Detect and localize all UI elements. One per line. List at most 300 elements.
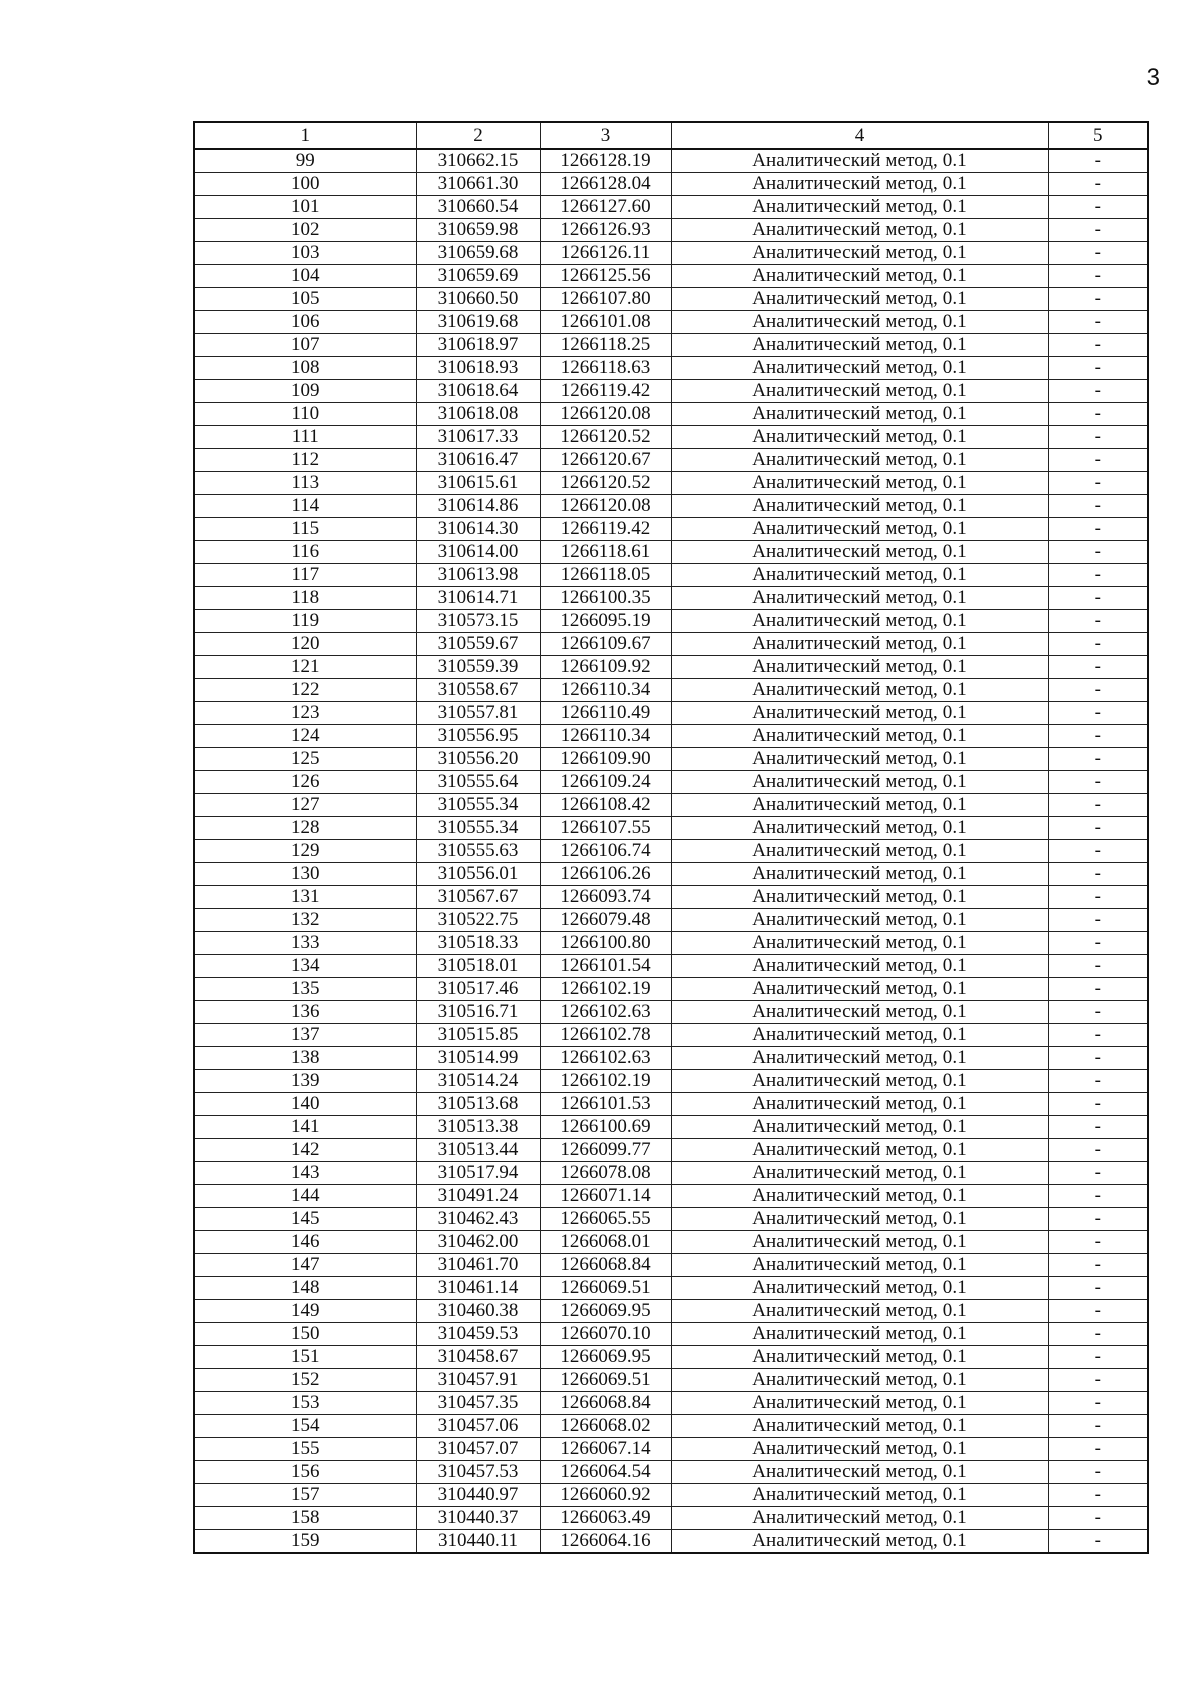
table-row (194, 403, 1148, 426)
x-coordinate-cell: 310514.99 (416, 1047, 540, 1070)
table-row (194, 357, 1148, 380)
y-coordinate-cell: 1266095.19 (540, 610, 671, 633)
method-cell: Аналитический метод, 0.1 (671, 610, 1048, 633)
table-row (194, 1070, 1148, 1093)
method-cell: Аналитический метод, 0.1 (671, 725, 1048, 748)
y-coordinate-cell: 1266109.90 (540, 748, 671, 771)
x-coordinate-cell: 310573.15 (416, 610, 540, 633)
note-cell: - (1048, 1277, 1148, 1300)
y-coordinate-cell: 1266068.01 (540, 1231, 671, 1254)
point-number-cell: 150 (194, 1323, 416, 1346)
y-coordinate-cell: 1266120.52 (540, 472, 671, 495)
y-coordinate-cell: 1266100.69 (540, 1116, 671, 1139)
method-cell: Аналитический метод, 0.1 (671, 1277, 1048, 1300)
note-cell: - (1048, 863, 1148, 886)
method-cell: Аналитический метод, 0.1 (671, 472, 1048, 495)
note-cell: - (1048, 1507, 1148, 1530)
method-cell: Аналитический метод, 0.1 (671, 748, 1048, 771)
table-header (194, 122, 1148, 149)
y-coordinate-cell: 1266069.95 (540, 1346, 671, 1369)
note-cell: - (1048, 1346, 1148, 1369)
point-number-cell: 147 (194, 1254, 416, 1277)
note-cell: - (1048, 1300, 1148, 1323)
point-number-cell: 131 (194, 886, 416, 909)
method-cell: Аналитический метод, 0.1 (671, 495, 1048, 518)
table-row (194, 380, 1148, 403)
note-cell: - (1048, 1139, 1148, 1162)
method-cell: Аналитический метод, 0.1 (671, 840, 1048, 863)
method-cell: Аналитический метод, 0.1 (671, 1300, 1048, 1323)
method-cell: Аналитический метод, 0.1 (671, 149, 1048, 173)
y-coordinate-cell: 1266071.14 (540, 1185, 671, 1208)
note-cell: - (1048, 1116, 1148, 1139)
point-number-cell: 144 (194, 1185, 416, 1208)
y-coordinate-cell: 1266102.78 (540, 1024, 671, 1047)
table-row (194, 265, 1148, 288)
point-number-cell: 117 (194, 564, 416, 587)
table-row (194, 1438, 1148, 1461)
y-coordinate-cell: 1266108.42 (540, 794, 671, 817)
point-number-cell: 121 (194, 656, 416, 679)
method-cell: Аналитический метод, 0.1 (671, 1415, 1048, 1438)
x-coordinate-cell: 310459.53 (416, 1323, 540, 1346)
y-coordinate-cell: 1266070.10 (540, 1323, 671, 1346)
y-coordinate-cell: 1266109.92 (540, 656, 671, 679)
table-row (194, 495, 1148, 518)
point-number-cell: 158 (194, 1507, 416, 1530)
note-cell: - (1048, 1530, 1148, 1554)
x-coordinate-cell: 310440.37 (416, 1507, 540, 1530)
method-cell: Аналитический метод, 0.1 (671, 357, 1048, 380)
method-cell: Аналитический метод, 0.1 (671, 1070, 1048, 1093)
point-number-cell: 142 (194, 1139, 416, 1162)
y-coordinate-cell: 1266110.34 (540, 679, 671, 702)
point-number-cell: 141 (194, 1116, 416, 1139)
method-cell: Аналитический метод, 0.1 (671, 1461, 1048, 1484)
point-number-cell: 128 (194, 817, 416, 840)
y-coordinate-cell: 1266120.67 (540, 449, 671, 472)
method-cell: Аналитический метод, 0.1 (671, 1323, 1048, 1346)
x-coordinate-cell: 310613.98 (416, 564, 540, 587)
table-row (194, 1323, 1148, 1346)
table-row (194, 1047, 1148, 1070)
point-number-cell: 156 (194, 1461, 416, 1484)
table-row (194, 725, 1148, 748)
point-number-cell: 119 (194, 610, 416, 633)
table-row (194, 817, 1148, 840)
table-row (194, 149, 1148, 173)
y-coordinate-cell: 1266118.63 (540, 357, 671, 380)
method-cell: Аналитический метод, 0.1 (671, 978, 1048, 1001)
note-cell: - (1048, 1231, 1148, 1254)
method-cell: Аналитический метод, 0.1 (671, 242, 1048, 265)
note-cell: - (1048, 679, 1148, 702)
method-cell: Аналитический метод, 0.1 (671, 587, 1048, 610)
x-coordinate-cell: 310618.08 (416, 403, 540, 426)
x-coordinate-cell: 310461.70 (416, 1254, 540, 1277)
y-coordinate-cell: 1266068.02 (540, 1415, 671, 1438)
table-row (194, 656, 1148, 679)
note-cell: - (1048, 955, 1148, 978)
y-coordinate-cell: 1266126.93 (540, 219, 671, 242)
point-number-cell: 123 (194, 702, 416, 725)
y-coordinate-cell: 1266101.53 (540, 1093, 671, 1116)
point-number-cell: 120 (194, 633, 416, 656)
x-coordinate-cell: 310558.67 (416, 679, 540, 702)
method-cell: Аналитический метод, 0.1 (671, 1139, 1048, 1162)
note-cell: - (1048, 564, 1148, 587)
x-coordinate-cell: 310460.38 (416, 1300, 540, 1323)
x-coordinate-cell: 310619.68 (416, 311, 540, 334)
table-row (194, 1369, 1148, 1392)
y-coordinate-cell: 1266060.92 (540, 1484, 671, 1507)
note-cell: - (1048, 932, 1148, 955)
method-cell: Аналитический метод, 0.1 (671, 564, 1048, 587)
table-row (194, 1116, 1148, 1139)
point-number-cell: 138 (194, 1047, 416, 1070)
point-number-cell: 103 (194, 242, 416, 265)
table-row (194, 1300, 1148, 1323)
table-row (194, 541, 1148, 564)
x-coordinate-cell: 310491.24 (416, 1185, 540, 1208)
point-number-cell: 155 (194, 1438, 416, 1461)
note-cell: - (1048, 1047, 1148, 1070)
point-number-cell: 149 (194, 1300, 416, 1323)
table-row (194, 426, 1148, 449)
table-row (194, 1001, 1148, 1024)
note-cell: - (1048, 817, 1148, 840)
point-number-cell: 126 (194, 771, 416, 794)
point-number-cell: 108 (194, 357, 416, 380)
x-coordinate-cell: 310659.98 (416, 219, 540, 242)
note-cell: - (1048, 909, 1148, 932)
table-row (194, 771, 1148, 794)
table-row (194, 1208, 1148, 1231)
note-cell: - (1048, 1323, 1148, 1346)
note-cell: - (1048, 334, 1148, 357)
coordinates-table (193, 121, 1149, 1554)
method-cell: Аналитический метод, 0.1 (671, 1346, 1048, 1369)
note-cell: - (1048, 886, 1148, 909)
point-number-cell: 124 (194, 725, 416, 748)
point-number-cell: 104 (194, 265, 416, 288)
method-cell: Аналитический метод, 0.1 (671, 426, 1048, 449)
x-coordinate-cell: 310557.81 (416, 702, 540, 725)
note-cell: - (1048, 426, 1148, 449)
point-number-cell: 116 (194, 541, 416, 564)
method-cell: Аналитический метод, 0.1 (671, 1024, 1048, 1047)
point-number-cell: 115 (194, 518, 416, 541)
y-coordinate-cell: 1266107.55 (540, 817, 671, 840)
x-coordinate-cell: 310461.14 (416, 1277, 540, 1300)
method-cell: Аналитический метод, 0.1 (671, 771, 1048, 794)
point-number-cell: 133 (194, 932, 416, 955)
y-coordinate-cell: 1266101.54 (540, 955, 671, 978)
table-row (194, 1507, 1148, 1530)
table-row (194, 702, 1148, 725)
note-cell: - (1048, 1162, 1148, 1185)
table-row (194, 173, 1148, 196)
method-cell: Аналитический метод, 0.1 (671, 1047, 1048, 1070)
note-cell: - (1048, 311, 1148, 334)
table-row (194, 288, 1148, 311)
method-cell: Аналитический метод, 0.1 (671, 288, 1048, 311)
x-coordinate-cell: 310440.11 (416, 1530, 540, 1554)
table-row (194, 1231, 1148, 1254)
method-cell: Аналитический метод, 0.1 (671, 334, 1048, 357)
point-number-cell: 146 (194, 1231, 416, 1254)
y-coordinate-cell: 1266119.42 (540, 380, 671, 403)
method-cell: Аналитический метод, 0.1 (671, 1116, 1048, 1139)
y-coordinate-cell: 1266079.48 (540, 909, 671, 932)
x-coordinate-cell: 310618.97 (416, 334, 540, 357)
x-coordinate-cell: 310614.71 (416, 587, 540, 610)
note-cell: - (1048, 219, 1148, 242)
point-number-cell: 140 (194, 1093, 416, 1116)
table-row (194, 518, 1148, 541)
y-coordinate-cell: 1266118.61 (540, 541, 671, 564)
method-cell: Аналитический метод, 0.1 (671, 1484, 1048, 1507)
note-cell: - (1048, 173, 1148, 196)
method-cell: Аналитический метод, 0.1 (671, 955, 1048, 978)
point-number-cell: 113 (194, 472, 416, 495)
note-cell: - (1048, 1208, 1148, 1231)
note-cell: - (1048, 610, 1148, 633)
point-number-cell: 99 (194, 149, 416, 173)
header-row (194, 122, 1148, 149)
x-coordinate-cell: 310518.01 (416, 955, 540, 978)
note-cell: - (1048, 242, 1148, 265)
table-row (194, 840, 1148, 863)
note-cell: - (1048, 587, 1148, 610)
x-coordinate-cell: 310616.47 (416, 449, 540, 472)
y-coordinate-cell: 1266125.56 (540, 265, 671, 288)
method-cell: Аналитический метод, 0.1 (671, 1530, 1048, 1554)
note-cell: - (1048, 725, 1148, 748)
y-coordinate-cell: 1266128.19 (540, 149, 671, 173)
y-coordinate-cell: 1266118.25 (540, 334, 671, 357)
point-number-cell: 102 (194, 219, 416, 242)
table-row (194, 932, 1148, 955)
note-cell: - (1048, 633, 1148, 656)
method-cell: Аналитический метод, 0.1 (671, 932, 1048, 955)
y-coordinate-cell: 1266069.51 (540, 1277, 671, 1300)
x-coordinate-cell: 310617.33 (416, 426, 540, 449)
x-coordinate-cell: 310513.44 (416, 1139, 540, 1162)
table-row (194, 863, 1148, 886)
y-coordinate-cell: 1266067.14 (540, 1438, 671, 1461)
note-cell: - (1048, 1093, 1148, 1116)
table-row (194, 955, 1148, 978)
x-coordinate-cell: 310516.71 (416, 1001, 540, 1024)
note-cell: - (1048, 518, 1148, 541)
method-cell: Аналитический метод, 0.1 (671, 1369, 1048, 1392)
x-coordinate-cell: 310660.50 (416, 288, 540, 311)
page-number: 3 (1146, 64, 1160, 91)
y-coordinate-cell: 1266126.11 (540, 242, 671, 265)
point-number-cell: 130 (194, 863, 416, 886)
y-coordinate-cell: 1266068.84 (540, 1254, 671, 1277)
table-row (194, 1139, 1148, 1162)
y-coordinate-cell: 1266078.08 (540, 1162, 671, 1185)
table-row (194, 909, 1148, 932)
method-cell: Аналитический метод, 0.1 (671, 1001, 1048, 1024)
note-cell: - (1048, 449, 1148, 472)
table-row (194, 794, 1148, 817)
method-cell: Аналитический метод, 0.1 (671, 656, 1048, 679)
y-coordinate-cell: 1266127.60 (540, 196, 671, 219)
y-coordinate-cell: 1266120.08 (540, 403, 671, 426)
y-coordinate-cell: 1266101.08 (540, 311, 671, 334)
x-coordinate-cell: 310517.94 (416, 1162, 540, 1185)
method-cell: Аналитический метод, 0.1 (671, 1254, 1048, 1277)
x-coordinate-cell: 310618.64 (416, 380, 540, 403)
y-coordinate-cell: 1266102.63 (540, 1001, 671, 1024)
x-coordinate-cell: 310457.91 (416, 1369, 540, 1392)
y-coordinate-cell: 1266093.74 (540, 886, 671, 909)
point-number-cell: 110 (194, 403, 416, 426)
point-number-cell: 118 (194, 587, 416, 610)
table-row (194, 196, 1148, 219)
note-cell: - (1048, 840, 1148, 863)
y-coordinate-cell: 1266069.95 (540, 1300, 671, 1323)
y-coordinate-cell: 1266100.35 (540, 587, 671, 610)
y-coordinate-cell: 1266109.24 (540, 771, 671, 794)
y-coordinate-cell: 1266128.04 (540, 173, 671, 196)
x-coordinate-cell: 310556.20 (416, 748, 540, 771)
method-cell: Аналитический метод, 0.1 (671, 1392, 1048, 1415)
x-coordinate-cell: 310614.00 (416, 541, 540, 564)
column-header-4: 4 (671, 122, 1048, 149)
x-coordinate-cell: 310615.61 (416, 472, 540, 495)
table-row (194, 242, 1148, 265)
y-coordinate-cell: 1266065.55 (540, 1208, 671, 1231)
x-coordinate-cell: 310618.93 (416, 357, 540, 380)
method-cell: Аналитический метод, 0.1 (671, 173, 1048, 196)
method-cell: Аналитический метод, 0.1 (671, 1185, 1048, 1208)
table-row (194, 1530, 1148, 1554)
note-cell: - (1048, 1392, 1148, 1415)
y-coordinate-cell: 1266069.51 (540, 1369, 671, 1392)
table-row (194, 748, 1148, 771)
method-cell: Аналитический метод, 0.1 (671, 265, 1048, 288)
x-coordinate-cell: 310662.15 (416, 149, 540, 173)
y-coordinate-cell: 1266106.74 (540, 840, 671, 863)
point-number-cell: 153 (194, 1392, 416, 1415)
point-number-cell: 122 (194, 679, 416, 702)
x-coordinate-cell: 310458.67 (416, 1346, 540, 1369)
point-number-cell: 129 (194, 840, 416, 863)
method-cell: Аналитический метод, 0.1 (671, 1162, 1048, 1185)
point-number-cell: 100 (194, 173, 416, 196)
table-row (194, 1185, 1148, 1208)
table-row (194, 472, 1148, 495)
method-cell: Аналитический метод, 0.1 (671, 1231, 1048, 1254)
method-cell: Аналитический метод, 0.1 (671, 380, 1048, 403)
table-row (194, 679, 1148, 702)
method-cell: Аналитический метод, 0.1 (671, 518, 1048, 541)
x-coordinate-cell: 310515.85 (416, 1024, 540, 1047)
note-cell: - (1048, 149, 1148, 173)
table-row (194, 1254, 1148, 1277)
note-cell: - (1048, 978, 1148, 1001)
note-cell: - (1048, 1415, 1148, 1438)
table-row (194, 1461, 1148, 1484)
method-cell: Аналитический метод, 0.1 (671, 909, 1048, 932)
x-coordinate-cell: 310559.39 (416, 656, 540, 679)
table-row (194, 564, 1148, 587)
x-coordinate-cell: 310513.38 (416, 1116, 540, 1139)
point-number-cell: 132 (194, 909, 416, 932)
point-number-cell: 107 (194, 334, 416, 357)
method-cell: Аналитический метод, 0.1 (671, 311, 1048, 334)
table-row (194, 587, 1148, 610)
y-coordinate-cell: 1266102.63 (540, 1047, 671, 1070)
y-coordinate-cell: 1266118.05 (540, 564, 671, 587)
x-coordinate-cell: 310457.53 (416, 1461, 540, 1484)
point-number-cell: 143 (194, 1162, 416, 1185)
point-number-cell: 134 (194, 955, 416, 978)
table-row (194, 1346, 1148, 1369)
table-row (194, 1415, 1148, 1438)
y-coordinate-cell: 1266110.49 (540, 702, 671, 725)
y-coordinate-cell: 1266119.42 (540, 518, 671, 541)
x-coordinate-cell: 310567.67 (416, 886, 540, 909)
x-coordinate-cell: 310556.95 (416, 725, 540, 748)
point-number-cell: 136 (194, 1001, 416, 1024)
column-header-1: 1 (194, 122, 416, 149)
point-number-cell: 112 (194, 449, 416, 472)
method-cell: Аналитический метод, 0.1 (671, 794, 1048, 817)
table-row (194, 219, 1148, 242)
x-coordinate-cell: 310659.69 (416, 265, 540, 288)
point-number-cell: 139 (194, 1070, 416, 1093)
point-number-cell: 101 (194, 196, 416, 219)
point-number-cell: 157 (194, 1484, 416, 1507)
method-cell: Аналитический метод, 0.1 (671, 219, 1048, 242)
table-row (194, 1024, 1148, 1047)
point-number-cell: 135 (194, 978, 416, 1001)
x-coordinate-cell: 310440.97 (416, 1484, 540, 1507)
point-number-cell: 109 (194, 380, 416, 403)
y-coordinate-cell: 1266099.77 (540, 1139, 671, 1162)
point-number-cell: 106 (194, 311, 416, 334)
y-coordinate-cell: 1266107.80 (540, 288, 671, 311)
method-cell: Аналитический метод, 0.1 (671, 403, 1048, 426)
x-coordinate-cell: 310660.54 (416, 196, 540, 219)
x-coordinate-cell: 310555.63 (416, 840, 540, 863)
table-row (194, 886, 1148, 909)
note-cell: - (1048, 1461, 1148, 1484)
table-row (194, 1093, 1148, 1116)
method-cell: Аналитический метод, 0.1 (671, 1507, 1048, 1530)
x-coordinate-cell: 310522.75 (416, 909, 540, 932)
point-number-cell: 105 (194, 288, 416, 311)
method-cell: Аналитический метод, 0.1 (671, 633, 1048, 656)
note-cell: - (1048, 1070, 1148, 1093)
x-coordinate-cell: 310518.33 (416, 932, 540, 955)
y-coordinate-cell: 1266063.49 (540, 1507, 671, 1530)
y-coordinate-cell: 1266106.26 (540, 863, 671, 886)
note-cell: - (1048, 196, 1148, 219)
method-cell: Аналитический метод, 0.1 (671, 702, 1048, 725)
note-cell: - (1048, 1185, 1148, 1208)
x-coordinate-cell: 310556.01 (416, 863, 540, 886)
y-coordinate-cell: 1266068.84 (540, 1392, 671, 1415)
table-row (194, 978, 1148, 1001)
note-cell: - (1048, 1438, 1148, 1461)
table-row (194, 1484, 1148, 1507)
